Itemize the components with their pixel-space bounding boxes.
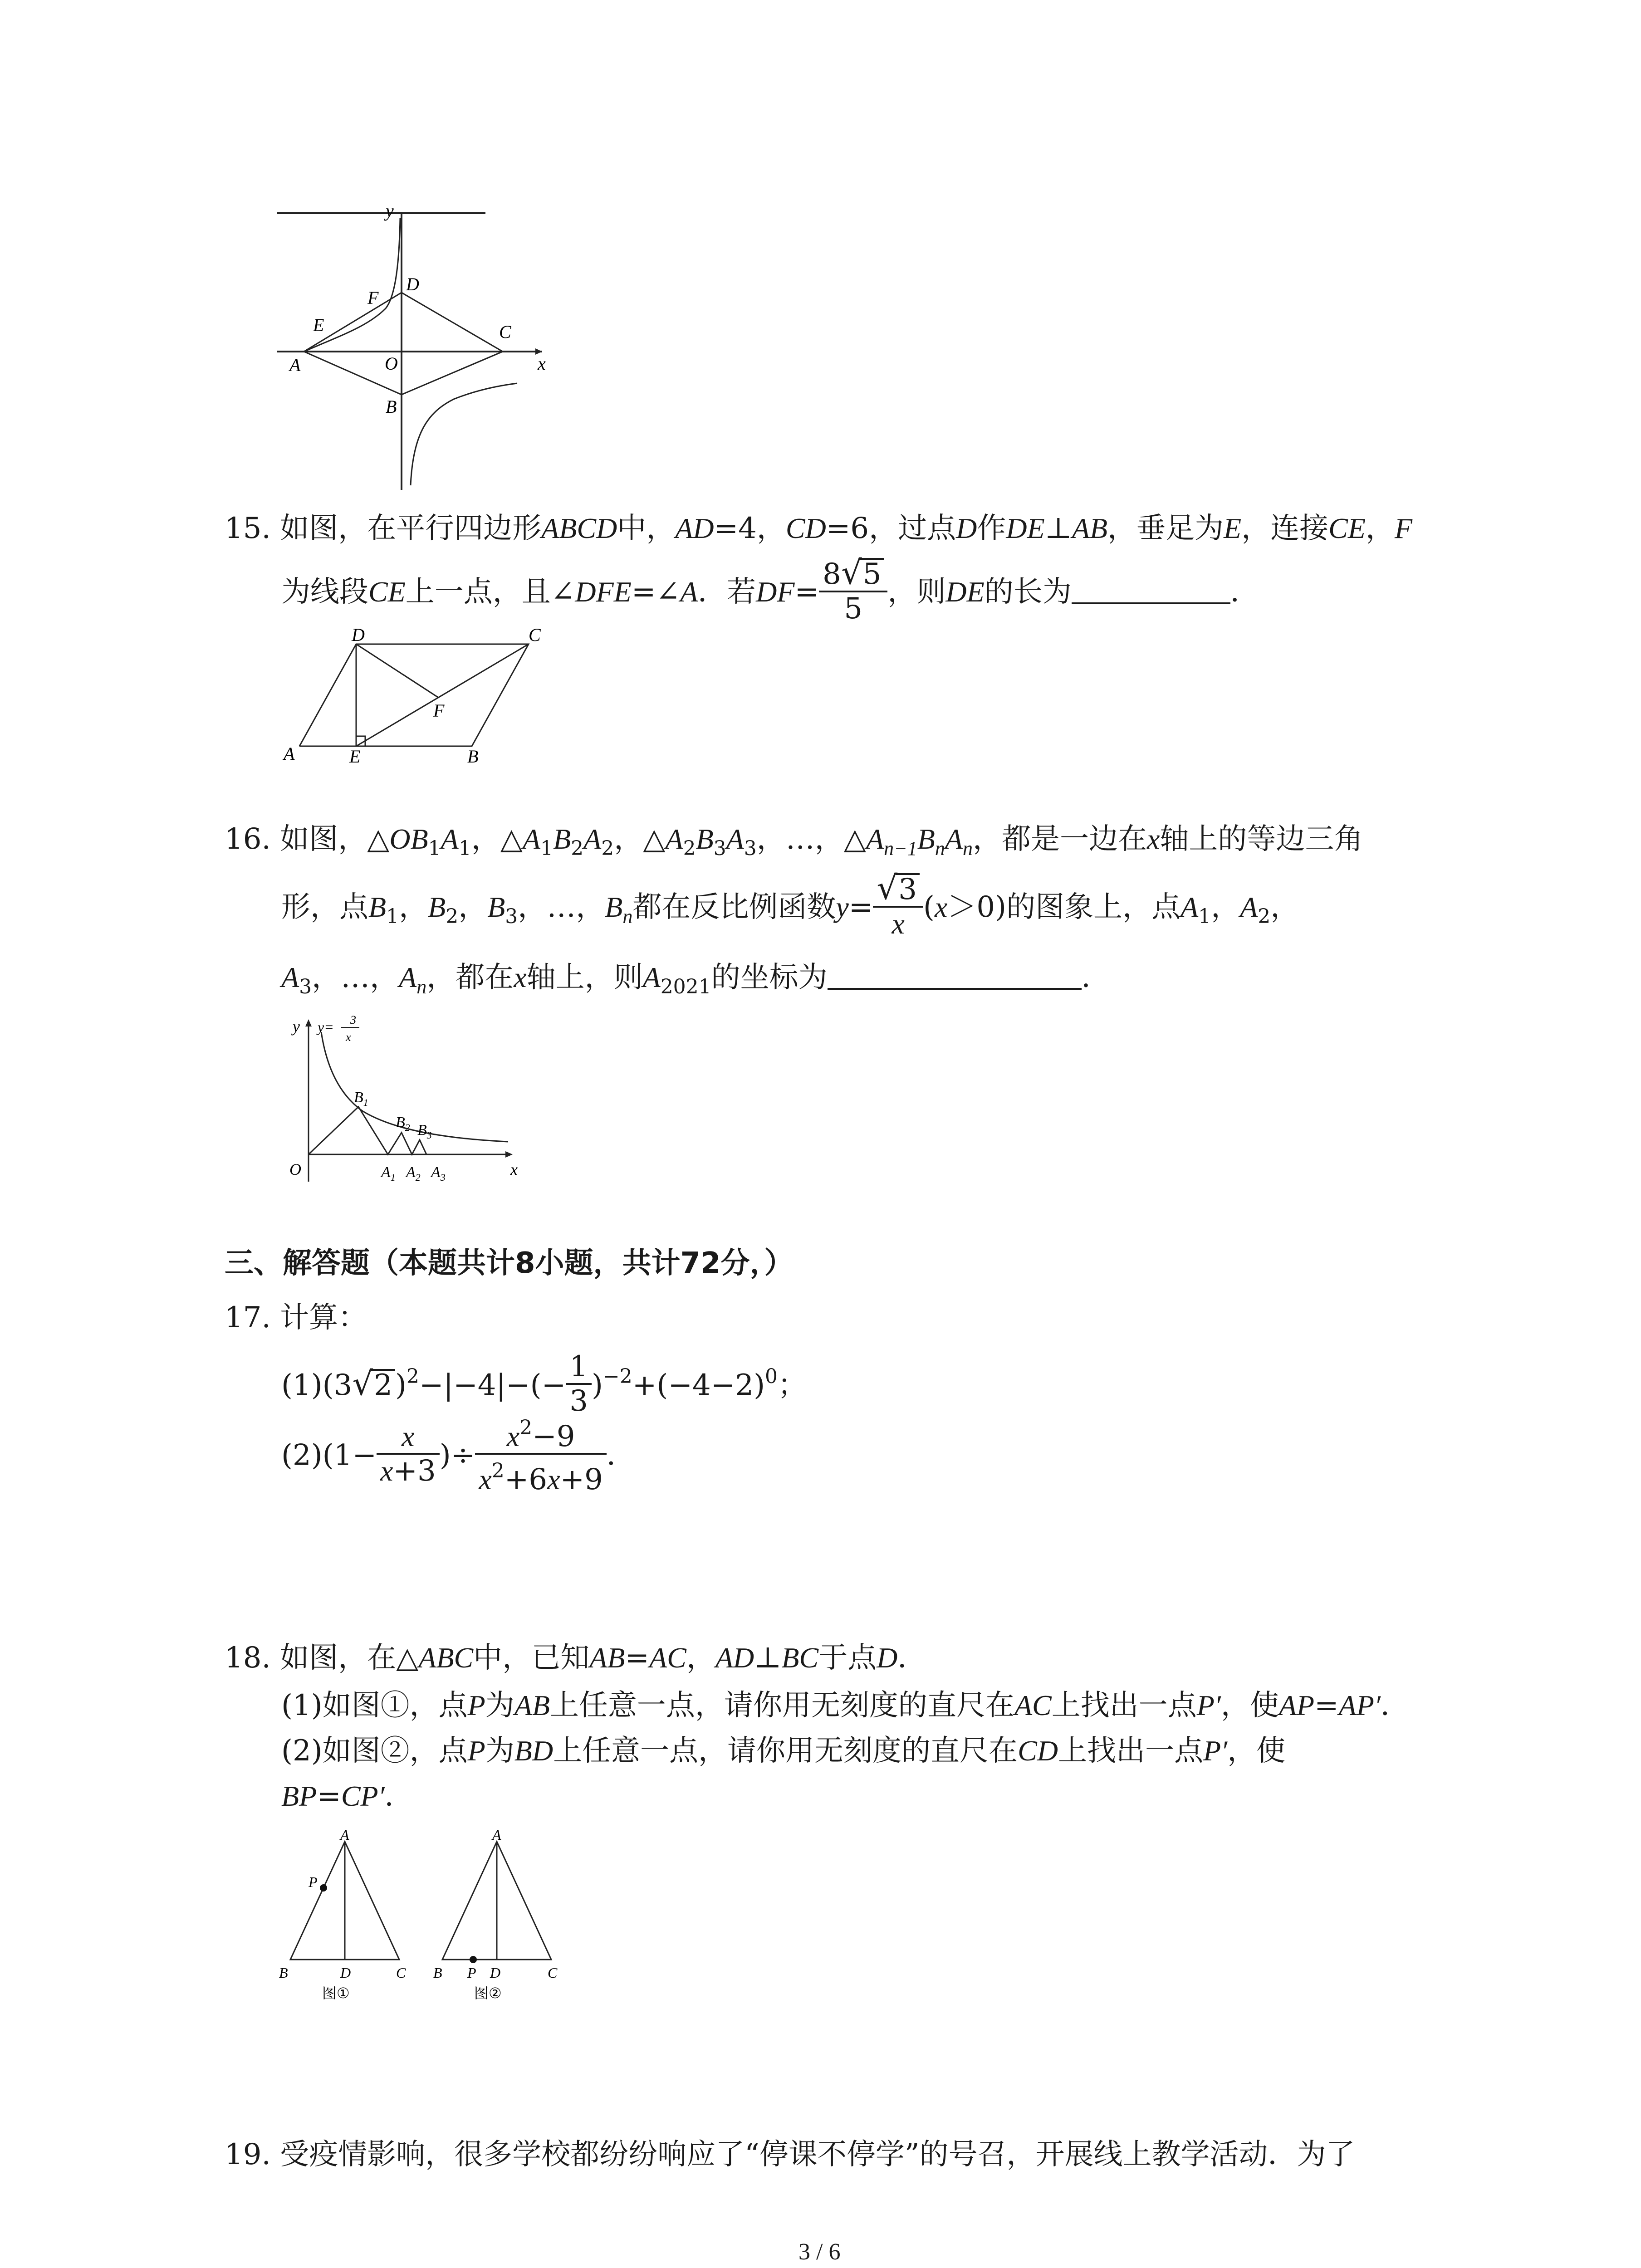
q15-frac-rad: 5 (860, 558, 884, 589)
q18-text: 如图，在△ (280, 1641, 419, 1675)
q17-text: (1)(3 (281, 1369, 353, 1402)
q15-frac-num: 8 (823, 557, 841, 591)
q18-text: ． (1380, 1689, 1410, 1722)
q16-text: 2021 (660, 975, 711, 998)
q15-text: ，垂足为 (1107, 512, 1224, 545)
q15-text: A (680, 576, 698, 608)
q16-text: = (848, 890, 873, 924)
q16-text: x (934, 891, 948, 923)
q18-fig2-label-d: D (490, 1965, 501, 1981)
q15-text: DE (945, 576, 985, 608)
q18-text: P (467, 1689, 485, 1721)
q16-text: B (696, 823, 714, 855)
q16-text: A (665, 823, 683, 855)
q18-text: ， (686, 1641, 715, 1675)
q16-fig-label-y: y (293, 1017, 300, 1036)
fig14-label-f: F (367, 288, 379, 308)
q15-line2 (281, 553, 1259, 628)
q15-text: =6，过点 (826, 512, 956, 545)
q15-text: 如图，在平行四边形 (280, 512, 542, 545)
q16-text: 形，点 (281, 890, 368, 924)
q18-text: ，使 (1220, 1689, 1279, 1722)
fig14-label-d: D (406, 274, 419, 294)
q18-fig1-label-c: C (396, 1965, 406, 1981)
q18-fig1-label-d: D (340, 1965, 351, 1981)
q18-fig2-label-c: C (548, 1965, 558, 1981)
q15-answer-blank[interactable] (1072, 575, 1230, 604)
q16-text: n (962, 837, 973, 860)
q16-text: n−1 (884, 837, 917, 860)
q16-frac-den: x (892, 907, 905, 940)
q15-text: 上一点，且∠ (405, 575, 575, 609)
q16-text: A (866, 823, 884, 855)
q16-text: A (281, 961, 299, 993)
q15-text: =∠ (631, 575, 681, 609)
q15-text: ． (1230, 575, 1259, 609)
q16-line3 (281, 959, 1111, 1005)
q16-text: y (836, 891, 849, 923)
q18-text: D (877, 1642, 898, 1674)
fig14-label-b: B (386, 396, 397, 417)
q18-text: = (1314, 1689, 1339, 1722)
q16-fraction: $\frac{√3}{x}$ (873, 871, 923, 940)
fig14-label-a: A (289, 355, 301, 375)
q18-text: AB (514, 1689, 550, 1721)
q15-line1 (225, 510, 1412, 547)
q17-text: 计算： (280, 1301, 367, 1334)
q16-text: 1 (386, 905, 399, 928)
q18-fig2-label-a: A (492, 1828, 501, 1843)
q18-text: 为 (485, 1734, 514, 1768)
q18-fig1-label-a: A (340, 1828, 349, 1843)
q16-text: 3 (744, 837, 757, 860)
q17-text: 0 (765, 1365, 778, 1388)
q17-number: 17. (225, 1301, 271, 1334)
q16-text: n (935, 837, 945, 860)
q16-fig-label-x: x (510, 1160, 518, 1178)
q16-fig-label-a1: $A_1$ (381, 1164, 396, 1183)
q18-text: CP′ (341, 1780, 385, 1812)
q16-fig-label-b2: $B_2$ (396, 1114, 410, 1133)
q16-text: ( (923, 890, 935, 924)
q16-text: ，…， (312, 961, 399, 994)
q15-text: 中， (617, 512, 676, 545)
q16-text: x (514, 961, 527, 993)
q16-text: 都在反比例函数 (632, 890, 836, 924)
q17-text: ； (778, 1369, 807, 1402)
q16-text: A (522, 823, 541, 855)
q16-text: B (917, 823, 935, 855)
q18-text: = (625, 1641, 650, 1675)
q18-line3 (281, 1733, 1285, 1769)
q15-text: ⊥ (1044, 512, 1072, 545)
figure-q15-parallelogram (272, 628, 554, 764)
q15-fig-label-f: F (433, 700, 445, 721)
q18-text: = (317, 1779, 341, 1813)
q16-text: A (441, 823, 459, 855)
q16-text: 3 (505, 905, 518, 928)
q16-text: 轴上的等边三角 (1160, 822, 1363, 856)
fig14-label-x: x (538, 353, 546, 374)
q15-text: AB (1072, 512, 1108, 544)
q17-title (225, 1300, 367, 1336)
q17-text: 2 (371, 1369, 395, 1400)
q18-line2 (281, 1687, 1410, 1724)
q17-text: −|−4|−(− (419, 1369, 566, 1402)
q16-text: A (642, 961, 661, 993)
q16-text: A (726, 823, 744, 855)
q15-text: 为线段 (281, 575, 368, 609)
q15-fig-label-c: C (529, 628, 541, 645)
q16-fig-label-b3: $B_3$ (417, 1122, 432, 1141)
section-heading: 三、解答题（本题共计8小题，共计72分，） (225, 1246, 794, 1280)
q16-text: B (368, 891, 387, 923)
q15-text: DE (1006, 512, 1045, 544)
q18-fig2-label-b: B (433, 1965, 442, 1981)
q15-text: ABCD (541, 512, 617, 544)
q15-number: 15. (225, 512, 271, 545)
q17-text: (2)(1− (281, 1438, 377, 1472)
q16-text: A (1181, 891, 1199, 923)
q16-text: n (416, 976, 427, 998)
q15-fig-label-e: E (349, 746, 361, 764)
q17-text: ) (591, 1369, 603, 1402)
q15-frac-den: 5 (844, 591, 863, 626)
q18-fig2-caption: 图② (474, 1984, 502, 2002)
figure-q14-graph (263, 200, 581, 494)
q16-text: OB (389, 823, 428, 855)
q15-text: CE (368, 576, 406, 608)
q15-text: = (794, 575, 819, 609)
q16-text: ，都是一边在 (972, 822, 1147, 856)
q16-text: ，△ (471, 822, 523, 856)
q18-text: AC (1014, 1689, 1052, 1721)
q16-text: 1 (428, 837, 441, 860)
q16-fig-label-o: O (289, 1160, 301, 1178)
q16-text: B (553, 823, 571, 855)
q17-fraction-1: $\frac{1}{3}$ (566, 1350, 592, 1418)
q16-text: A (945, 823, 963, 855)
q16-text: ＞0)的图象上，点 (947, 890, 1181, 924)
q18-text: 中，已知 (473, 1641, 590, 1675)
q18-text: 于点 (818, 1641, 877, 1675)
q18-text: CD (1018, 1735, 1058, 1767)
q16-text: 如图，△ (280, 822, 390, 856)
q17-fraction-2: $\frac{x}{x+3}$ (377, 1420, 440, 1487)
q15-text: =4， (714, 512, 786, 545)
q16-text: 1 (458, 837, 471, 860)
q18-text: (2)如图②，点 (281, 1734, 468, 1768)
q16-text: 2 (1258, 905, 1271, 928)
q15-text: 的长为 (984, 575, 1072, 609)
q18-text: 上任意一点，请你用无刻度的直尺在 (549, 1689, 1014, 1722)
q15-text: ．若 (698, 575, 756, 609)
q15-text: ， (1365, 512, 1395, 545)
q18-line1 (225, 1640, 926, 1676)
q16-answer-blank[interactable] (828, 961, 1082, 990)
q18-number: 18. (225, 1641, 271, 1675)
q16-text: 的坐标为 (711, 961, 828, 994)
figure-q18-2 (429, 1828, 578, 2009)
q18-text: 上找出一点 (1058, 1734, 1203, 1768)
q16-text: 2 (601, 837, 614, 860)
q18-text: AC (649, 1642, 686, 1674)
q18-text: BD (514, 1735, 554, 1767)
q17-text: ) (395, 1369, 407, 1402)
q17-text: −2 (603, 1365, 632, 1388)
figure-q18-1 (274, 1828, 424, 2009)
q16-text: 3 (299, 975, 312, 998)
q16-text: 1 (540, 837, 554, 860)
q18-text: ⊥ (754, 1641, 782, 1675)
q16-line1 (225, 821, 1363, 867)
q16-text: n (622, 905, 633, 928)
q15-text: DFE (575, 576, 632, 608)
q16-fig-label-rad: 3 (350, 1014, 356, 1026)
q18-text: BC (781, 1642, 819, 1674)
q16-text: ， (399, 890, 428, 924)
q18-text: 为 (485, 1689, 514, 1722)
q15-text: ，则 (887, 575, 946, 609)
q16-fig-label-a2: $A_2$ (406, 1164, 421, 1183)
q18-fig2-label-p: P (467, 1965, 476, 1981)
q16-text: A (399, 961, 417, 993)
q19-number: 19. (225, 2138, 271, 2171)
q18-text: AB (589, 1642, 625, 1674)
q17-part1: $(1)(3√2)^2-|-4|-(-$ $\frac{1}{3}$ )$^{-2}+(-4-2)^0$； (281, 1349, 807, 1418)
q17-text: )÷ (439, 1438, 475, 1472)
q18-text: AP′ (1338, 1689, 1381, 1721)
q18-text: ABC (418, 1642, 474, 1674)
figure-q16-graph (272, 1014, 526, 1195)
q16-text: ， (458, 890, 488, 924)
q16-text: ， (1270, 890, 1300, 924)
q17-text: ． (606, 1438, 636, 1472)
q15-text: CD (785, 512, 826, 544)
q18-text: BP (281, 1780, 317, 1812)
q16-fig-label-eq: y= (318, 1019, 334, 1035)
fig14-label-e: E (313, 315, 324, 335)
q18-text: AD (715, 1642, 754, 1674)
q16-text: B (428, 891, 446, 923)
q15-text: CE (1328, 512, 1366, 544)
q17-text: +(−4−2) (632, 1369, 765, 1402)
q18-text: ． (384, 1779, 414, 1813)
q18-text: 上任意一点，请你用无刻度的直尺在 (553, 1734, 1018, 1768)
q16-text: 1 (1198, 905, 1211, 928)
q15-text: D (956, 512, 977, 544)
q16-text: B (605, 891, 623, 923)
q16-text: 轴上，则 (526, 961, 643, 994)
q19-line1 (225, 2136, 1355, 2173)
q16-text: ，△ (614, 822, 666, 856)
fig14-label-y: y (386, 200, 394, 221)
q16-text: ，…，△ (756, 822, 866, 856)
q16-text: 3 (713, 837, 726, 860)
q19-text: 受疫情影响，很多学校都纷纷响应了“停课不停学”的号召，开展线上教学活动．为了 (280, 2138, 1355, 2171)
q18-text: P (467, 1735, 485, 1767)
q16-text: x (1146, 823, 1160, 855)
q18-text: ，使 (1227, 1734, 1286, 1768)
q15-text: 作 (977, 512, 1006, 545)
q16-text: ，…， (518, 890, 605, 924)
q16-fig-label-den: x (346, 1031, 351, 1044)
q15-text: DF (756, 576, 795, 608)
q15-fig-label-b: B (467, 746, 479, 764)
q16-text: A (1240, 891, 1258, 923)
q18-text: AP (1279, 1689, 1314, 1721)
q18-text: 上找出一点 (1051, 1689, 1197, 1722)
q15-text: F (1394, 512, 1412, 544)
q16-line2 (281, 868, 1300, 943)
q16-text: A (583, 823, 602, 855)
q17-fraction-3: $\frac{x^2-9}{x^2+6x+9}$ (475, 1412, 607, 1496)
q16-text: ，都在 (426, 961, 514, 994)
q16-frac-rad: 3 (896, 873, 920, 904)
fig14-label-c: C (499, 322, 511, 342)
q16-text: 2 (571, 837, 584, 860)
q17-part2 (281, 1415, 636, 1496)
q18-text: (1)如图①，点 (281, 1689, 468, 1722)
q15-text: E (1224, 512, 1242, 544)
q16-text: ， (1211, 890, 1240, 924)
q16-text: 2 (683, 837, 696, 860)
q16-number: 16. (225, 822, 271, 856)
q15-fig-label-d: D (352, 628, 365, 645)
q17-text: 2 (406, 1365, 419, 1388)
q16-fig-label-a3: $A_3$ (431, 1164, 446, 1183)
q15-fig-label-a: A (284, 743, 295, 764)
q15-text: AD (675, 512, 714, 544)
q16-text: ． (1081, 961, 1111, 994)
page-number: 3 / 6 (798, 2239, 841, 2265)
q18-fig1-label-p: P (309, 1874, 318, 1890)
q18-text: ． (897, 1641, 927, 1675)
q15-fraction: $\frac{8√5}{5}$ (819, 556, 887, 625)
q16-text: 2 (446, 905, 459, 928)
q15-text: ，连接 (1241, 512, 1329, 545)
q16-text: B (487, 891, 505, 923)
q18-text: P′ (1196, 1689, 1221, 1721)
q18-fig1-caption: 图① (322, 1984, 350, 2002)
q18-line4 (281, 1778, 414, 1814)
fig14-label-o: O (385, 353, 398, 374)
q18-fig1-label-b: B (279, 1965, 288, 1981)
q18-text: P′ (1203, 1735, 1228, 1767)
q16-fig-label-b1: $B_1$ (354, 1089, 368, 1108)
